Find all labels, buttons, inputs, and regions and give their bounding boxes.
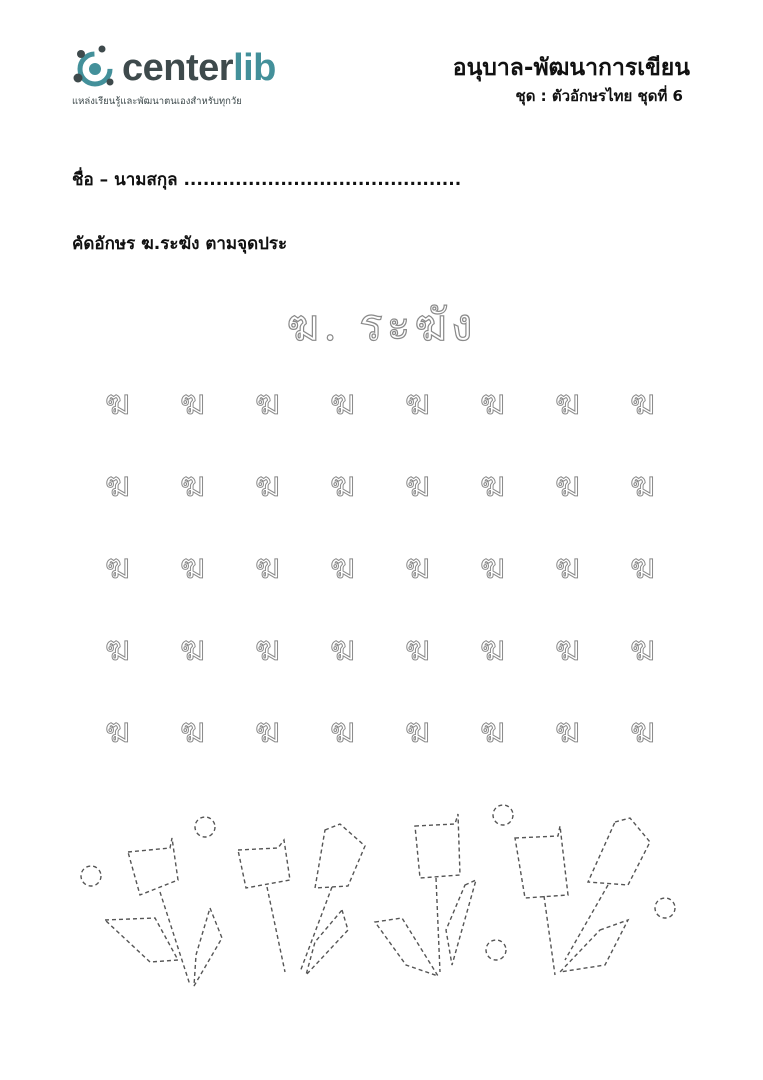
trace-letter: ฆ [254, 547, 281, 587]
trace-letter: ฆ [104, 547, 131, 587]
logo-wordmark: centerlib [122, 47, 276, 89]
trace-letter: ฆ [554, 465, 581, 505]
page-title: อนุบาล-พัฒนาการเขียน [452, 55, 690, 81]
trace-letter: ฆ [104, 465, 131, 505]
practice-row [80, 378, 680, 460]
trace-letter: ฆ [479, 383, 506, 423]
trace-letter: ฆ [404, 465, 431, 505]
practice-row [80, 624, 680, 706]
page-subtitle: ชุด : ตัวอักษรไทย ชุดที่ 6 [515, 87, 683, 105]
trace-letter: ฆ [179, 629, 206, 669]
trace-letter: ฆ [179, 547, 206, 587]
practice-row [80, 706, 680, 788]
practice-row [80, 460, 680, 542]
trace-letter: ฆ [179, 711, 206, 751]
practice-grid [80, 378, 680, 788]
trace-letter: ฆ [254, 711, 281, 751]
trace-letter: ฆ [254, 629, 281, 669]
trace-letter: ฆ [629, 383, 656, 423]
trace-letter: ฆ [329, 383, 356, 423]
trace-letter: ฆ [629, 547, 656, 587]
trace-letter: ฆ [629, 711, 656, 751]
logo-tagline: แหล่งเรียนรู้และพัฒนาตนเองสำหรับทุกวัย [72, 96, 242, 107]
trace-letter: ฆ [179, 465, 206, 505]
trace-letter: ฆ [629, 629, 656, 669]
trace-letter: ฆ [104, 711, 131, 751]
trace-letter: ฆ [104, 629, 131, 669]
trace-letter: ฆ [554, 383, 581, 423]
trace-letter: ฆ [554, 711, 581, 751]
dashed-tulip-flowers-icon [60, 800, 700, 1010]
trace-letter: ฆ [479, 547, 506, 587]
trace-letter: ฆ [479, 629, 506, 669]
practice-row [80, 542, 680, 624]
centerlib-logo [72, 42, 302, 112]
trace-letter: ฆ [554, 547, 581, 587]
trace-letter: ฆ [404, 383, 431, 423]
trace-letter: ฆ [254, 383, 281, 423]
trace-letter: ฆ [329, 547, 356, 587]
trace-letter: ฆ [404, 547, 431, 587]
molecule-logo-icon [72, 44, 118, 90]
trace-letter: ฆ [329, 711, 356, 751]
trace-letter: ฆ [404, 629, 431, 669]
trace-word: ฆ. ระฆัง [286, 300, 477, 351]
trace-letter: ฆ [479, 465, 506, 505]
trace-letter: ฆ [479, 711, 506, 751]
trace-letter: ฆ [254, 465, 281, 505]
name-field-label: ชื่อ – นามสกุล ........................................... [72, 170, 462, 190]
trace-letter: ฆ [329, 465, 356, 505]
trace-letter: ฆ [329, 629, 356, 669]
trace-letter: ฆ [104, 383, 131, 423]
trace-letter: ฆ [179, 383, 206, 423]
trace-letter: ฆ [554, 629, 581, 669]
instruction-text: คัดอักษร ฆ.ระฆัง ตามจุดประ [72, 234, 288, 254]
trace-letter: ฆ [404, 711, 431, 751]
trace-letter: ฆ [629, 465, 656, 505]
